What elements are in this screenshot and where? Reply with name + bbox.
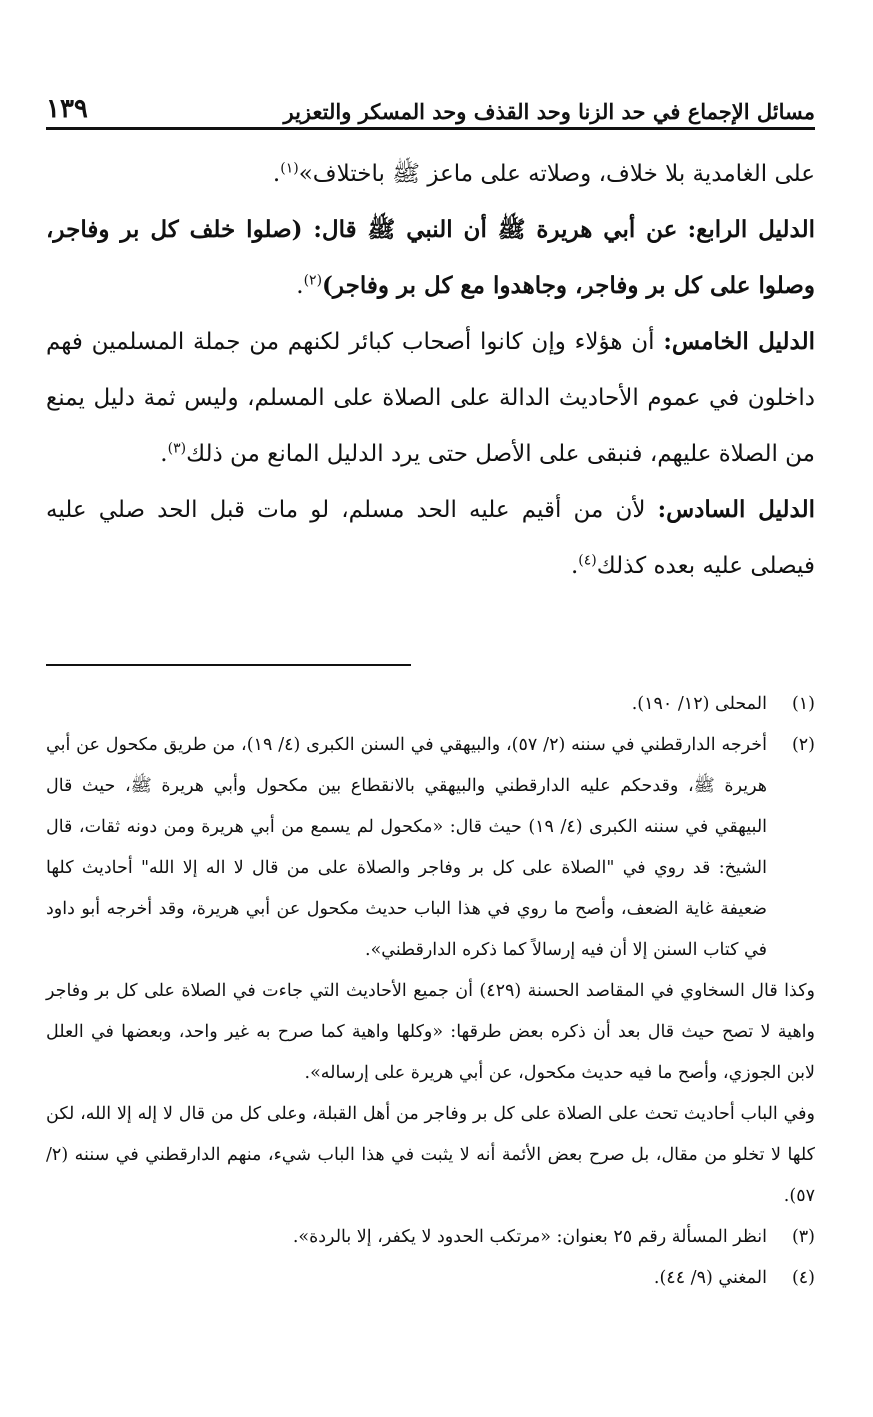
paragraph-2-text: عن أبي هريرة ﷺ أن النبي ﷺ قال: (صلوا خلف كل بر وفاجر، وصلوا على كل بر وفاجر، وجاهدوا مع كل بر وفاجر) xyxy=(46,216,815,299)
paragraph-1: على الغامدية بلا خلاف، وصلاته على ماعز ﷺ باختلاف»$^{(١)}$. xyxy=(272,160,815,187)
header-rule xyxy=(46,127,815,130)
footnote-4-text: المغني (٩/ ٤٤). xyxy=(653,1268,767,1288)
footnote-ref-2: (٢) xyxy=(303,272,323,289)
main-text xyxy=(46,146,815,594)
footnote-ref-1: (١) xyxy=(280,160,299,177)
footnote-3-number: (٣) xyxy=(791,1227,815,1247)
footnote-2-para-2: وكذا قال السخاوي في المقاصد الحسنة (٤٢٩) أن جميع الأحاديث التي جاءت في الصلاة على كل بر وفاجر واهية لا تصح حيث قال بعد أن ذكره بعض طرقها: «وكلها واهية كما صرح به غير واحد، وبعضها في العلل لابن الجوزي، وأصح ما فيه حديث مكحول، عن أبي هريرة على إرساله». xyxy=(46,981,815,1083)
footnote-3 xyxy=(46,1217,815,1258)
footnote-1-number: (١) xyxy=(791,694,815,714)
footnote-ref-4: (٤) xyxy=(578,552,597,569)
paragraph-1-text: على الغامدية بلا خلاف، وصلاته على ماعز ﷺ باختلاف» xyxy=(298,161,815,187)
footnote-1-text: المحلى (١٢/ ١٩٠). xyxy=(631,694,767,714)
evidence-5-label: الدليل الخامس: xyxy=(663,328,816,355)
footnote-separator xyxy=(46,664,411,666)
page-header xyxy=(46,80,815,124)
evidence-4-label: الدليل الرابع: xyxy=(687,216,815,243)
running-title: مسائل الإجماع في حد الزنا وحد القذف وحد المسكر والتعزير xyxy=(283,99,815,124)
footnote-3-text: انظر المسألة رقم ٢٥ بعنوان: «مرتكب الحدود لا يكفر، إلا بالردة». xyxy=(292,1227,767,1247)
paragraph-3: الدليل الخامس: أن هؤلاء وإن كانوا أصحاب كبائر لكنهم من جملة المسلمين فهم داخلون في عموم الأحاديث الدالة على الصلاة على المسلم، وليس ثمة دليل يمنع من الصلاة عليهم، فنبقى على الأصل حتى يرد الدليل المانع من ذلك$^{(٣)}$. xyxy=(46,328,816,467)
paragraph-3-text: أن هؤلاء وإن كانوا أصحاب كبائر لكنهم من جملة المسلمين فهم داخلون في عموم الأحاديث الدالة على الصلاة على المسلم، وليس ثمة دليل يمنع من الصلاة عليهم، فنبقى على الأصل حتى يرد الدليل المانع من ذلك xyxy=(46,329,815,467)
footnote-2-text xyxy=(46,725,767,971)
footnote-4-number: (٤) xyxy=(791,1268,815,1288)
footnotes xyxy=(46,684,815,1299)
footnote-2-para-1: أخرجه الدارقطني في سننه (٢/ ٥٧)، والبيهقي في السنن الكبرى (٤/ ١٩)، من طريق مكحول عن أبي هريرة ﷺ، وقدحكم عليه الدارقطني والبيهقي بالانقطاع بين مكحول وأبي هريرة ﷺ، حيث قال البيهقي في سننه الكبرى (٤/ ١٩) حيث قال: «مكحول لم يسمع من أبي هريرة ومن دونه ثقات، قال الشيخ: قد روي في "الصلاة على كل بر وفاجر والصلاة على من قال لا اله إلا الله" أحاديث كلها ضعيفة غاية الضعف، وأصح ما روي في هذا الباب حديث مكحول عن أبي هريرة، وقد أخرجه أبو داود في كتاب السنن إلا أن فيه إرسالاً كما ذكره الدارقطني». xyxy=(46,735,768,960)
footnote-ref-3: (٣) xyxy=(167,440,187,457)
footnote-2-para-3: وفي الباب أحاديث تحث على الصلاة على كل بر وفاجر من أهل القبلة، وعلى كل من قال لا إله إلا الله، لكن كلها لا تخلو من مقال، بل صرح بعض الأئمة أنه لا يثبت في هذا الباب شيء، منهم الدارقطني في سننه (٢/ ٥٧). xyxy=(46,1104,815,1206)
footnote-4 xyxy=(46,1258,815,1299)
evidence-6-label: الدليل السادس: xyxy=(657,496,816,523)
footnote-2-number: (٢) xyxy=(791,735,815,755)
paragraph-4: الدليل السادس: لأن من أقيم عليه الحد مسلم، لو مات قبل الحد صلي عليه فيصلى عليه بعده كذلك$^{(٤)}$. xyxy=(46,496,816,579)
footnote-2 xyxy=(46,725,815,971)
paragraph-4-text: لأن من أقيم عليه الحد مسلم، لو مات قبل الحد صلي عليه فيصلى عليه بعده كذلك xyxy=(46,497,815,579)
page-number: ١٣٩ xyxy=(46,94,88,124)
paragraph-2: الدليل الرابع: عن أبي هريرة ﷺ أن النبي ﷺ قال: (صلوا خلف كل بر وفاجر، وصلوا على كل بر وفاجر، وجاهدوا مع كل بر وفاجر)$^{(٢)}$. xyxy=(46,216,815,299)
footnote-1 xyxy=(46,684,815,725)
